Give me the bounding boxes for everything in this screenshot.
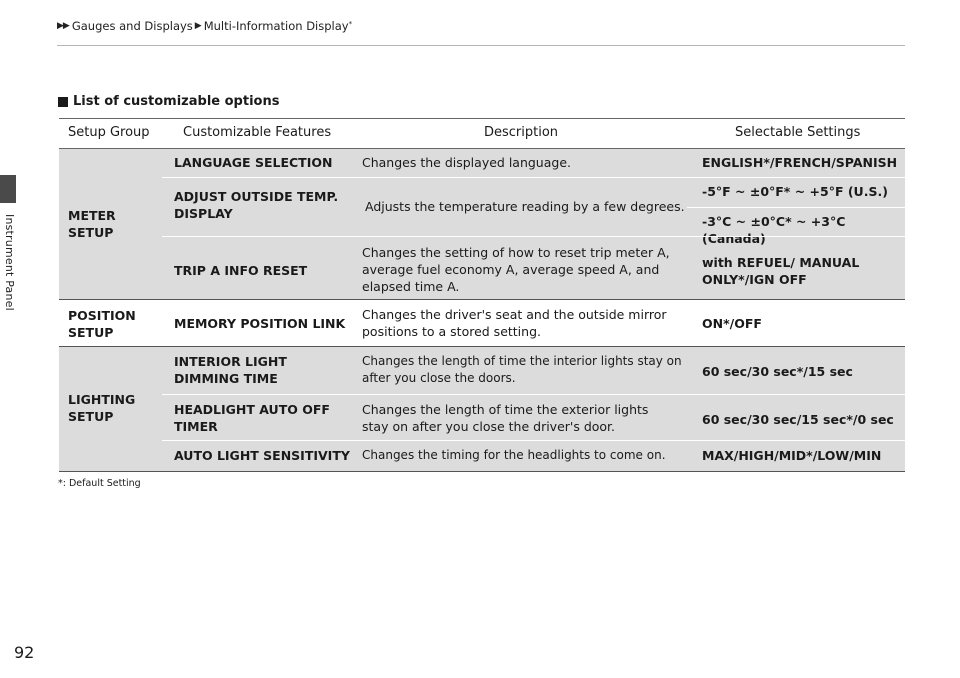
feature-settings: ON*/OFF <box>702 316 762 331</box>
section-title <box>58 94 279 109</box>
breadcrumb <box>57 19 352 33</box>
group-position-setup <box>59 300 905 347</box>
table-row <box>162 236 905 300</box>
table-row <box>162 347 905 394</box>
arrow-icon: ▶ <box>194 21 202 31</box>
feature-name: LANGUAGE SELECTION <box>174 155 333 170</box>
feature-description: Changes the displayed language. <box>362 155 571 170</box>
breadcrumb-item-gauges[interactable]: Gauges and Displays <box>71 19 193 33</box>
feature-settings: 60 sec/30 sec/15 sec*/0 sec <box>702 412 894 427</box>
double-arrow-icon: ▶▶ <box>57 21 69 31</box>
table-row <box>162 394 905 441</box>
feature-settings: -3°C ~ ±0°C* ~ +3°C (Canada) <box>702 214 846 246</box>
group-label: POSITION SETUP <box>68 308 136 340</box>
sidebar-section-label: Instrument Panel <box>3 214 16 311</box>
feature-name: HEADLIGHT AUTO OFF TIMER <box>174 402 330 434</box>
header-description: Description <box>484 125 559 140</box>
header-setup-group: Setup Group <box>68 125 150 140</box>
group-label: LIGHTING SETUP <box>68 392 136 424</box>
feature-description: Adjusts the temperature reading by a few degrees. <box>365 199 685 214</box>
feature-settings: 60 sec/30 sec*/15 sec <box>702 364 853 379</box>
feature-description: Changes the length of time the interior lights stay on after you close the doors. <box>362 354 682 385</box>
feature-name: ADJUST OUTSIDE TEMP. DISPLAY <box>174 189 339 221</box>
feature-name: TRIP A INFO RESET <box>174 263 308 278</box>
header-rule <box>57 45 905 46</box>
feature-description: Changes the driver's seat and the outside mirror positions to a stored setting. <box>362 307 667 339</box>
feature-description: Changes the timing for the headlights to come on. <box>362 448 666 462</box>
table-row <box>162 440 905 472</box>
feature-name: MEMORY POSITION LINK <box>174 316 346 331</box>
table-row <box>162 177 905 246</box>
header-features: Customizable Features <box>183 125 332 140</box>
group-meter-setup <box>59 149 905 300</box>
table-row <box>162 300 905 346</box>
settings-divider <box>687 207 905 208</box>
footnote: *: Default Setting <box>58 478 141 489</box>
option-mark: * <box>348 20 353 28</box>
page-number: 92 <box>14 643 35 662</box>
feature-description: Changes the setting of how to reset trip meter A, average fuel economy A, average speed A, and elapsed time A. <box>362 245 670 294</box>
section-title-text: List of customizable options <box>73 94 280 109</box>
square-bullet-icon <box>58 97 68 107</box>
header-settings: Selectable Settings <box>735 125 861 140</box>
options-table <box>59 118 905 472</box>
table-row <box>162 149 905 177</box>
feature-description: Changes the length of time the exterior lights stay on after you close the driver's door. <box>362 402 649 434</box>
feature-settings: with REFUEL/ MANUAL ONLY*/IGN OFF <box>702 255 860 287</box>
table-header <box>59 118 905 149</box>
breadcrumb-item-mid[interactable]: Multi-Information Display <box>203 19 349 33</box>
group-lighting-setup <box>59 347 905 472</box>
feature-name: AUTO LIGHT SENSITIVITY <box>174 448 350 463</box>
section-tab-marker <box>0 175 16 203</box>
feature-settings: -5°F ~ ±0°F* ~ +5°F (U.S.) <box>702 184 888 199</box>
feature-settings: ENGLISH*/FRENCH/SPANISH <box>702 155 898 170</box>
feature-name: INTERIOR LIGHT DIMMING TIME <box>174 354 287 386</box>
group-label: METER SETUP <box>68 208 116 240</box>
feature-settings: MAX/HIGH/MID*/LOW/MIN <box>702 448 882 463</box>
